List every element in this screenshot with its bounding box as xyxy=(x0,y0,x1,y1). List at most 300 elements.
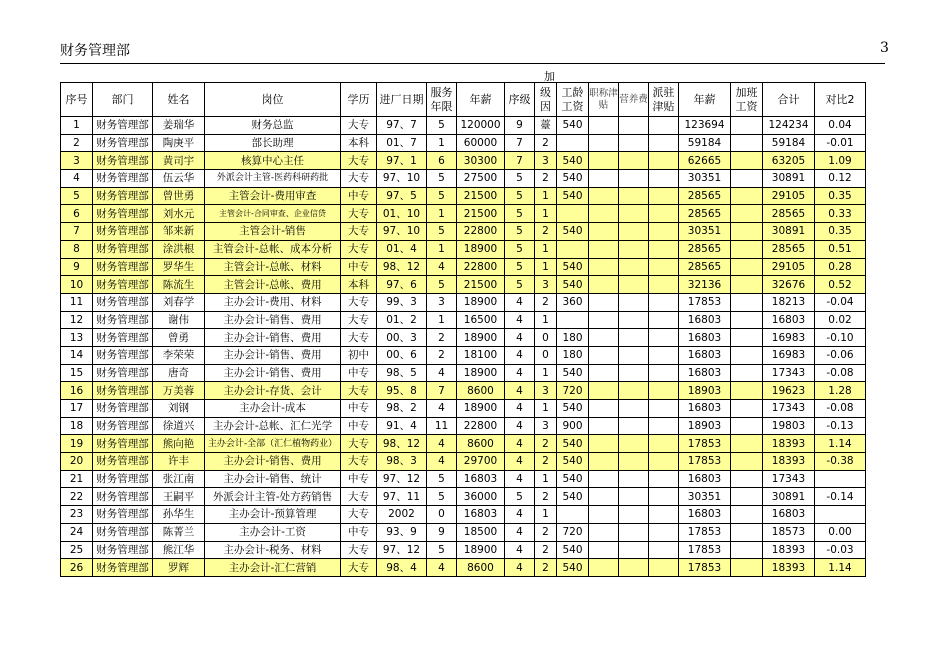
title-allowance-cell xyxy=(589,205,619,223)
name-cell: 陶庚平 xyxy=(153,134,205,152)
salary-cell: 30300 xyxy=(457,152,505,170)
join-date-cell: 97、12 xyxy=(377,470,427,488)
seniority-pay-cell: 540 xyxy=(557,276,589,294)
position-cell: 主管会计-合同审查、企业信贷 xyxy=(205,205,341,223)
seniority-pay-cell: 540 xyxy=(557,152,589,170)
annual-salary-cell: 62665 xyxy=(679,152,731,170)
education-cell: 大专 xyxy=(341,152,377,170)
name-cell: 曾勇 xyxy=(153,329,205,347)
ratio-cell: -0.08 xyxy=(815,400,866,418)
annual-salary-cell: 16803 xyxy=(679,470,731,488)
department-cell: 财务管理部 xyxy=(93,435,153,453)
row-number: 18 xyxy=(61,417,93,435)
education-cell: 中专 xyxy=(341,187,377,205)
position-cell: 部长助理 xyxy=(205,134,341,152)
service-years-cell: 0 xyxy=(427,506,457,524)
education-cell: 大专 xyxy=(341,453,377,471)
salary-cell: 21500 xyxy=(457,205,505,223)
nutrition-fee-cell xyxy=(619,559,649,577)
row-number: 10 xyxy=(61,276,93,294)
join-date-cell: 01、10 xyxy=(377,205,427,223)
join-date-cell: 00、3 xyxy=(377,329,427,347)
salary-cell: 29700 xyxy=(457,453,505,471)
service-years-cell: 4 xyxy=(427,258,457,276)
title-allowance-cell xyxy=(589,523,619,541)
annual-salary-cell: 16803 xyxy=(679,364,731,382)
position-cell: 主办会计-汇仁营销 xyxy=(205,559,341,577)
row-number: 14 xyxy=(61,346,93,364)
position-cell: 主办会计-成本 xyxy=(205,400,341,418)
education-cell: 大专 xyxy=(341,329,377,347)
department-cell: 财务管理部 xyxy=(93,470,153,488)
overtime-pay-cell xyxy=(731,506,763,524)
education-cell: 大专 xyxy=(341,293,377,311)
factor-cell: 3 xyxy=(535,276,557,294)
overtime-pay-cell xyxy=(731,240,763,258)
table-row xyxy=(61,311,866,329)
name-cell: 刘钢 xyxy=(153,400,205,418)
station-allowance-cell xyxy=(649,293,679,311)
salary-cell: 21500 xyxy=(457,187,505,205)
col-header: 派驻津贴 xyxy=(649,83,679,117)
grade-cell: 4 xyxy=(505,346,535,364)
annual-salary-cell: 28565 xyxy=(679,187,731,205)
row-number: 3 xyxy=(61,152,93,170)
service-years-cell: 5 xyxy=(427,170,457,188)
salary-cell: 18900 xyxy=(457,293,505,311)
grade-cell: 5 xyxy=(505,170,535,188)
nutrition-fee-cell xyxy=(619,276,649,294)
name-cell: 姜瑞华 xyxy=(153,117,205,135)
position-cell: 主管会计-总帐、成本分析 xyxy=(205,240,341,258)
annual-salary-cell: 17853 xyxy=(679,559,731,577)
nutrition-fee-cell xyxy=(619,400,649,418)
row-number: 9 xyxy=(61,258,93,276)
title-allowance-cell xyxy=(589,453,619,471)
seniority-pay-cell: 540 xyxy=(557,400,589,418)
nutrition-fee-cell xyxy=(619,506,649,524)
total-cell: 17343 xyxy=(763,470,815,488)
table-row xyxy=(61,417,866,435)
table-row xyxy=(61,346,866,364)
seniority-pay-cell xyxy=(557,311,589,329)
overtime-pay-cell xyxy=(731,293,763,311)
education-cell: 大专 xyxy=(341,382,377,400)
salary-cell: 18900 xyxy=(457,541,505,559)
service-years-cell: 1 xyxy=(427,240,457,258)
row-number: 24 xyxy=(61,523,93,541)
total-cell: 63205 xyxy=(763,152,815,170)
position-cell: 主管会计-费用审查 xyxy=(205,187,341,205)
join-date-cell: 98、4 xyxy=(377,559,427,577)
join-date-cell: 97、5 xyxy=(377,187,427,205)
service-years-cell: 4 xyxy=(427,453,457,471)
service-years-cell: 4 xyxy=(427,559,457,577)
factor-cell: 1 xyxy=(535,400,557,418)
nutrition-fee-cell xyxy=(619,417,649,435)
ratio-cell: -0.14 xyxy=(815,488,866,506)
position-cell: 财务总监 xyxy=(205,117,341,135)
education-cell: 中专 xyxy=(341,364,377,382)
join-date-cell: 95、8 xyxy=(377,382,427,400)
join-date-cell: 93、9 xyxy=(377,523,427,541)
grade-cell: 5 xyxy=(505,258,535,276)
title-allowance-cell xyxy=(589,417,619,435)
nutrition-fee-cell xyxy=(619,170,649,188)
overtime-pay-cell xyxy=(731,417,763,435)
table-row xyxy=(61,258,866,276)
education-cell: 大专 xyxy=(341,541,377,559)
ratio-cell: 0.35 xyxy=(815,187,866,205)
annual-salary-cell: 17853 xyxy=(679,523,731,541)
service-years-cell: 9 xyxy=(427,523,457,541)
title-allowance-cell xyxy=(589,329,619,347)
position-cell: 主办会计-预算管理 xyxy=(205,506,341,524)
grade-cell: 4 xyxy=(505,453,535,471)
row-number: 5 xyxy=(61,187,93,205)
title-allowance-cell xyxy=(589,541,619,559)
factor-cell: 3 xyxy=(535,382,557,400)
total-cell: 17343 xyxy=(763,364,815,382)
annual-salary-cell: 30351 xyxy=(679,170,731,188)
nutrition-fee-cell xyxy=(619,329,649,347)
row-number: 11 xyxy=(61,293,93,311)
annual-salary-cell: 16803 xyxy=(679,346,731,364)
join-date-cell: 97、12 xyxy=(377,541,427,559)
grade-cell: 4 xyxy=(505,470,535,488)
join-date-cell: 97、10 xyxy=(377,223,427,241)
annual-salary-cell: 28565 xyxy=(679,258,731,276)
position-cell: 主管会计-总帐、费用 xyxy=(205,276,341,294)
seniority-pay-cell: 720 xyxy=(557,523,589,541)
title-allowance-cell xyxy=(589,223,619,241)
salary-cell: 18900 xyxy=(457,364,505,382)
table-row xyxy=(61,382,866,400)
name-cell: 熊江华 xyxy=(153,541,205,559)
col-header: 年薪 xyxy=(457,83,505,117)
col-header: 序号 xyxy=(61,83,93,117)
name-cell: 万美蓉 xyxy=(153,382,205,400)
department-cell: 财务管理部 xyxy=(93,488,153,506)
overtime-pay-cell xyxy=(731,117,763,135)
salary-cell: 18900 xyxy=(457,329,505,347)
table-row xyxy=(61,170,866,188)
service-years-cell: 5 xyxy=(427,223,457,241)
overtime-pay-cell xyxy=(731,223,763,241)
department-cell: 财务管理部 xyxy=(93,205,153,223)
join-date-cell: 99、3 xyxy=(377,293,427,311)
education-cell: 大专 xyxy=(341,435,377,453)
education-cell: 本科 xyxy=(341,134,377,152)
annual-salary-cell: 17853 xyxy=(679,293,731,311)
department-cell: 财务管理部 xyxy=(93,382,153,400)
nutrition-fee-cell xyxy=(619,488,649,506)
department-cell: 财务管理部 xyxy=(93,364,153,382)
col-header: 年薪 xyxy=(679,83,731,117)
grade-cell: 5 xyxy=(505,223,535,241)
salary-cell: 18900 xyxy=(457,240,505,258)
name-cell: 熊向艳 xyxy=(153,435,205,453)
name-cell: 邹来新 xyxy=(153,223,205,241)
station-allowance-cell xyxy=(649,541,679,559)
grade-cell: 5 xyxy=(505,205,535,223)
grade-cell: 5 xyxy=(505,276,535,294)
annual-salary-cell: 17853 xyxy=(679,435,731,453)
col-header: 序级 xyxy=(505,83,535,117)
table-row xyxy=(61,559,866,577)
salary-cell: 8600 xyxy=(457,559,505,577)
row-number: 25 xyxy=(61,541,93,559)
nutrition-fee-cell xyxy=(619,364,649,382)
total-cell: 18393 xyxy=(763,435,815,453)
station-allowance-cell xyxy=(649,417,679,435)
total-cell: 29105 xyxy=(763,187,815,205)
seniority-pay-cell: 900 xyxy=(557,417,589,435)
station-allowance-cell xyxy=(649,364,679,382)
factor-cell: 2 xyxy=(535,541,557,559)
col-header: 职称津贴 xyxy=(589,83,619,117)
education-cell: 大专 xyxy=(341,506,377,524)
factor-cell: 2 xyxy=(535,559,557,577)
grade-cell: 4 xyxy=(505,311,535,329)
name-cell: 陈流生 xyxy=(153,276,205,294)
department-cell: 财务管理部 xyxy=(93,187,153,205)
position-cell: 主办会计-费用、材料 xyxy=(205,293,341,311)
department-cell: 财务管理部 xyxy=(93,223,153,241)
station-allowance-cell xyxy=(649,506,679,524)
seniority-pay-cell xyxy=(557,240,589,258)
join-date-cell: 98、12 xyxy=(377,258,427,276)
ratio-cell: -0.03 xyxy=(815,541,866,559)
service-years-cell: 3 xyxy=(427,293,457,311)
name-cell: 黄司宇 xyxy=(153,152,205,170)
service-years-cell: 1 xyxy=(427,311,457,329)
grade-cell: 4 xyxy=(505,523,535,541)
name-cell: 李荣荣 xyxy=(153,346,205,364)
row-number: 23 xyxy=(61,506,93,524)
name-cell: 王嗣平 xyxy=(153,488,205,506)
join-date-cell: 2002 xyxy=(377,506,427,524)
title-allowance-cell xyxy=(589,311,619,329)
salary-cell: 8600 xyxy=(457,382,505,400)
nutrition-fee-cell xyxy=(619,117,649,135)
total-cell: 18573 xyxy=(763,523,815,541)
salary-cell: 27500 xyxy=(457,170,505,188)
col-header: 营养费 xyxy=(619,83,649,117)
ratio-cell: -0.10 xyxy=(815,329,866,347)
factor-cell: 2 xyxy=(535,293,557,311)
department-cell: 财务管理部 xyxy=(93,240,153,258)
ratio-cell: -0.38 xyxy=(815,453,866,471)
service-years-cell: 1 xyxy=(427,205,457,223)
seniority-pay-cell: 540 xyxy=(557,488,589,506)
station-allowance-cell xyxy=(649,382,679,400)
overtime-pay-cell xyxy=(731,559,763,577)
service-years-cell: 5 xyxy=(427,187,457,205)
factor-cell: 3 xyxy=(535,152,557,170)
education-cell: 大专 xyxy=(341,117,377,135)
education-cell: 大专 xyxy=(341,488,377,506)
name-cell: 刘春学 xyxy=(153,293,205,311)
col-header: 姓名 xyxy=(153,83,205,117)
total-cell: 16803 xyxy=(763,506,815,524)
title-allowance-cell xyxy=(589,152,619,170)
header-row xyxy=(61,83,866,117)
position-cell: 主办会计-销售、费用 xyxy=(205,346,341,364)
name-cell: 涂洪根 xyxy=(153,240,205,258)
station-allowance-cell xyxy=(649,187,679,205)
nutrition-fee-cell xyxy=(619,293,649,311)
join-date-cell: 98、2 xyxy=(377,400,427,418)
nutrition-fee-cell xyxy=(619,187,649,205)
row-number: 22 xyxy=(61,488,93,506)
join-date-cell: 97、6 xyxy=(377,276,427,294)
nutrition-fee-cell xyxy=(619,523,649,541)
title-allowance-cell xyxy=(589,170,619,188)
join-date-cell: 97、11 xyxy=(377,488,427,506)
service-years-cell: 6 xyxy=(427,152,457,170)
name-cell: 徐道兴 xyxy=(153,417,205,435)
overtime-pay-cell xyxy=(731,329,763,347)
name-cell: 陈菁兰 xyxy=(153,523,205,541)
overtime-pay-cell xyxy=(731,134,763,152)
department-cell: 财务管理部 xyxy=(93,453,153,471)
ratio-cell: 0.28 xyxy=(815,258,866,276)
annual-salary-cell: 16803 xyxy=(679,329,731,347)
name-cell: 罗辉 xyxy=(153,559,205,577)
title-allowance-cell xyxy=(589,470,619,488)
join-date-cell: 97、7 xyxy=(377,117,427,135)
seniority-pay-cell xyxy=(557,134,589,152)
overtime-pay-cell xyxy=(731,311,763,329)
factor-cell: 2 xyxy=(535,223,557,241)
grade-cell: 4 xyxy=(505,293,535,311)
education-cell: 中专 xyxy=(341,400,377,418)
grade-cell: 4 xyxy=(505,506,535,524)
grade-cell: 4 xyxy=(505,364,535,382)
annual-salary-cell: 18903 xyxy=(679,417,731,435)
grade-cell: 5 xyxy=(505,240,535,258)
overtime-pay-cell xyxy=(731,276,763,294)
name-cell: 伍云华 xyxy=(153,170,205,188)
grade-cell: 4 xyxy=(505,382,535,400)
title-allowance-cell xyxy=(589,134,619,152)
grade-cell: 9 xyxy=(505,117,535,135)
nutrition-fee-cell xyxy=(619,382,649,400)
service-years-cell: 5 xyxy=(427,470,457,488)
position-cell: 主办会计-销售、费用 xyxy=(205,453,341,471)
factor-cell: 3 xyxy=(535,417,557,435)
name-cell: 曾世勇 xyxy=(153,187,205,205)
annual-salary-cell: 16803 xyxy=(679,311,731,329)
education-cell: 大专 xyxy=(341,223,377,241)
department-cell: 财务管理部 xyxy=(93,506,153,524)
name-cell: 唐奇 xyxy=(153,364,205,382)
position-cell: 主办会计-销售、费用 xyxy=(205,364,341,382)
row-number: 19 xyxy=(61,435,93,453)
factor-cell: 2 xyxy=(535,523,557,541)
nutrition-fee-cell xyxy=(619,152,649,170)
name-cell: 刘水元 xyxy=(153,205,205,223)
department-cell: 财务管理部 xyxy=(93,417,153,435)
overtime-pay-cell xyxy=(731,453,763,471)
join-date-cell: 98、5 xyxy=(377,364,427,382)
overtime-pay-cell xyxy=(731,258,763,276)
seniority-pay-cell: 180 xyxy=(557,329,589,347)
join-date-cell: 01、7 xyxy=(377,134,427,152)
seniority-pay-cell: 540 xyxy=(557,364,589,382)
title-allowance-cell xyxy=(589,400,619,418)
page-number: 3 xyxy=(880,40,889,56)
name-cell: 张江南 xyxy=(153,470,205,488)
table-row xyxy=(61,240,866,258)
table-row xyxy=(61,329,866,347)
salary-cell: 120000 xyxy=(457,117,505,135)
overtime-pay-cell xyxy=(731,488,763,506)
station-allowance-cell xyxy=(649,400,679,418)
total-cell: 28565 xyxy=(763,205,815,223)
grade-cell: 4 xyxy=(505,541,535,559)
total-cell: 59184 xyxy=(763,134,815,152)
title-allowance-cell xyxy=(589,117,619,135)
education-cell: 大专 xyxy=(341,240,377,258)
row-number: 15 xyxy=(61,364,93,382)
salary-cell: 22800 xyxy=(457,258,505,276)
total-cell: 124234 xyxy=(763,117,815,135)
station-allowance-cell xyxy=(649,258,679,276)
title-allowance-cell xyxy=(589,364,619,382)
join-date-cell: 98、3 xyxy=(377,453,427,471)
overtime-pay-cell xyxy=(731,346,763,364)
service-years-cell: 1 xyxy=(427,134,457,152)
grade-cell: 4 xyxy=(505,400,535,418)
department-cell: 财务管理部 xyxy=(93,329,153,347)
seniority-pay-cell: 540 xyxy=(557,223,589,241)
education-cell: 中专 xyxy=(341,523,377,541)
factor-cell: 薹 xyxy=(535,117,557,135)
col-header: 对比2 xyxy=(815,83,866,117)
seniority-pay-cell: 720 xyxy=(557,382,589,400)
service-years-cell: 2 xyxy=(427,346,457,364)
annual-salary-cell: 16803 xyxy=(679,400,731,418)
title-allowance-cell xyxy=(589,187,619,205)
seniority-pay-cell: 540 xyxy=(557,117,589,135)
service-years-cell: 5 xyxy=(427,488,457,506)
annual-salary-cell: 17853 xyxy=(679,541,731,559)
ratio-cell: -0.04 xyxy=(815,293,866,311)
ratio-cell: 0.33 xyxy=(815,205,866,223)
col-header: 合计 xyxy=(763,83,815,117)
ratio-cell: -0.08 xyxy=(815,364,866,382)
ratio-cell: 0.52 xyxy=(815,276,866,294)
total-cell: 30891 xyxy=(763,223,815,241)
station-allowance-cell xyxy=(649,470,679,488)
factor-cell: 2 xyxy=(535,170,557,188)
title-allowance-cell xyxy=(589,488,619,506)
title-allowance-cell xyxy=(589,293,619,311)
row-number: 12 xyxy=(61,311,93,329)
salary-cell: 60000 xyxy=(457,134,505,152)
total-cell: 28565 xyxy=(763,240,815,258)
station-allowance-cell xyxy=(649,170,679,188)
title-allowance-cell xyxy=(589,559,619,577)
table-row xyxy=(61,293,866,311)
seniority-pay-cell: 540 xyxy=(557,170,589,188)
education-cell: 中专 xyxy=(341,258,377,276)
join-date-cell: 01、2 xyxy=(377,311,427,329)
join-date-cell: 01、4 xyxy=(377,240,427,258)
nutrition-fee-cell xyxy=(619,435,649,453)
